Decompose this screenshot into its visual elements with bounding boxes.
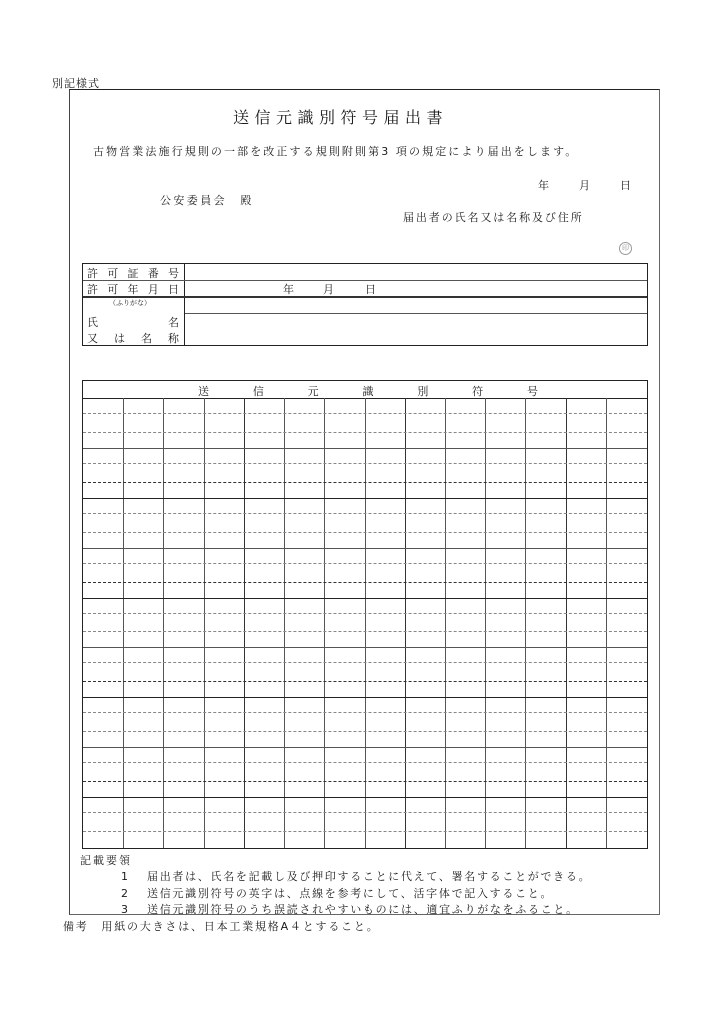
identifier-cell[interactable]: [445, 548, 485, 598]
identifier-cell[interactable]: [445, 647, 485, 697]
identifier-cell[interactable]: [324, 448, 364, 498]
header-char: 符: [472, 385, 484, 398]
identifier-cell[interactable]: [365, 448, 405, 498]
identifier-cell[interactable]: [284, 548, 324, 598]
identifier-cell[interactable]: [204, 598, 244, 648]
identifier-cell[interactable]: [445, 448, 485, 498]
label-char: 証: [127, 267, 139, 280]
identifier-cell[interactable]: [566, 598, 606, 648]
identifier-cell[interactable]: [445, 697, 485, 747]
note-text: 送信元識別符号の英字は、点線を参考にして、活字体で記入すること。: [147, 887, 554, 900]
identifier-cell[interactable]: [405, 548, 445, 598]
identifier-cell[interactable]: [324, 647, 364, 697]
identifier-cell[interactable]: [163, 498, 203, 548]
identifier-cell[interactable]: [566, 697, 606, 747]
note-number: 1: [121, 870, 130, 883]
identifier-cell[interactable]: [525, 448, 565, 498]
identifier-cell[interactable]: [83, 448, 123, 498]
identifier-cell[interactable]: [566, 398, 606, 448]
name-field[interactable]: [187, 315, 647, 343]
label-char: 号: [168, 267, 179, 280]
identifier-cell[interactable]: [284, 747, 324, 797]
identifier-cell[interactable]: [163, 647, 203, 697]
identifier-cell[interactable]: [83, 548, 123, 598]
identifier-cell[interactable]: [163, 398, 203, 448]
identifier-cell[interactable]: [405, 697, 445, 747]
identifier-cell[interactable]: [485, 697, 525, 747]
identifier-cell[interactable]: [324, 398, 364, 448]
label-char: 名: [141, 332, 152, 345]
identifier-cell[interactable]: [244, 747, 284, 797]
identifier-cell[interactable]: [405, 797, 445, 847]
furigana-label: （ふりがな）: [109, 299, 151, 307]
identifier-cell[interactable]: [83, 498, 123, 548]
identifier-cell[interactable]: [284, 647, 324, 697]
identifier-cell[interactable]: [525, 398, 565, 448]
permit-date-label: [87, 281, 179, 297]
label-char: 称: [168, 332, 179, 345]
identifier-cell[interactable]: [324, 548, 364, 598]
identifier-cell[interactable]: [204, 697, 244, 747]
name-label-line2: [87, 330, 179, 346]
identifier-cell[interactable]: [163, 697, 203, 747]
identifier-cell[interactable]: [566, 647, 606, 697]
identifier-cell[interactable]: [123, 647, 163, 697]
identifier-cell[interactable]: [365, 398, 405, 448]
label-char: 氏: [87, 316, 98, 329]
identifier-cell[interactable]: [83, 697, 123, 747]
identifier-cell[interactable]: [244, 647, 284, 697]
permit-number-field[interactable]: [187, 265, 647, 279]
label-char: 番: [147, 267, 159, 280]
identifier-cell[interactable]: [123, 498, 163, 548]
identifier-cell[interactable]: [83, 398, 123, 448]
identifier-cell[interactable]: [204, 448, 244, 498]
identifier-cell[interactable]: [244, 398, 284, 448]
furigana-field[interactable]: [187, 298, 647, 312]
identifier-cell[interactable]: [123, 697, 163, 747]
identifier-cell[interactable]: [83, 598, 123, 648]
name-label-line1: [87, 314, 179, 330]
identifier-cell[interactable]: [365, 647, 405, 697]
identifier-cell[interactable]: [204, 398, 244, 448]
permit-number-label: [87, 265, 179, 281]
identifier-cell[interactable]: [163, 598, 203, 648]
identifier-cell[interactable]: [123, 398, 163, 448]
identifier-cell[interactable]: [485, 797, 525, 847]
identifier-cell[interactable]: [244, 448, 284, 498]
identifier-cell[interactable]: [485, 498, 525, 548]
identifier-cell[interactable]: [244, 797, 284, 847]
identifier-cell[interactable]: [365, 747, 405, 797]
identifier-cell[interactable]: [485, 598, 525, 648]
identifier-cell[interactable]: [324, 797, 364, 847]
identifier-cell[interactable]: [244, 697, 284, 747]
identifier-cell[interactable]: [204, 548, 244, 598]
identifier-cell[interactable]: [606, 398, 646, 448]
identifier-cell[interactable]: [204, 647, 244, 697]
note-text: 届出者は、氏名を記載し及び押印することに代えて、署名することができる。: [147, 870, 592, 883]
note-item: [121, 885, 553, 901]
note-number: 2: [121, 887, 130, 900]
identifier-cell[interactable]: [525, 498, 565, 548]
identifier-cell[interactable]: [445, 398, 485, 448]
identifier-cell[interactable]: [606, 797, 646, 847]
identifier-cell[interactable]: [365, 498, 405, 548]
label-char: 許: [87, 267, 98, 280]
identifier-cell[interactable]: [365, 598, 405, 648]
label-char: 日: [168, 283, 179, 296]
identifier-cell[interactable]: [204, 797, 244, 847]
note-item: [121, 868, 591, 884]
identifier-cell[interactable]: [485, 647, 525, 697]
seal-icon: 印: [619, 242, 632, 255]
identifier-cell[interactable]: [244, 548, 284, 598]
header-char: 号: [526, 385, 538, 398]
identifier-cell[interactable]: [83, 797, 123, 847]
identifier-cell[interactable]: [123, 747, 163, 797]
identifier-cell[interactable]: [163, 747, 203, 797]
identifier-cell[interactable]: [606, 448, 646, 498]
note-item: [121, 901, 579, 917]
identifier-cell[interactable]: [606, 697, 646, 747]
identifier-cell[interactable]: [83, 647, 123, 697]
identifier-cell[interactable]: [83, 747, 123, 797]
identifier-cell[interactable]: [525, 598, 565, 648]
identifier-cell[interactable]: [485, 747, 525, 797]
identifier-cell[interactable]: [405, 747, 445, 797]
identifier-cell[interactable]: [445, 498, 485, 548]
identifier-cell[interactable]: [204, 498, 244, 548]
identifier-cell[interactable]: [365, 548, 405, 598]
identifier-cell[interactable]: [324, 697, 364, 747]
identifier-cell[interactable]: [324, 598, 364, 648]
grid-header: [83, 381, 647, 399]
header-char: 送: [198, 385, 209, 398]
info-table: [82, 263, 648, 346]
date-month: 月: [579, 179, 590, 192]
permit-date-year[interactable]: 年: [283, 283, 294, 296]
identifier-cell[interactable]: [566, 498, 606, 548]
identifier-cell[interactable]: [284, 697, 324, 747]
identifier-cell[interactable]: [566, 448, 606, 498]
identifier-cell[interactable]: [606, 598, 646, 648]
identifier-cell[interactable]: [566, 747, 606, 797]
label-char: 許: [87, 283, 98, 296]
identifier-cell[interactable]: [123, 598, 163, 648]
identifier-cell[interactable]: [163, 797, 203, 847]
identifier-cell[interactable]: [123, 448, 163, 498]
identifier-cell[interactable]: [606, 647, 646, 697]
label-char: 可: [107, 267, 119, 280]
identifier-cell[interactable]: [365, 797, 405, 847]
identifier-cell[interactable]: [405, 498, 445, 548]
identifier-cell[interactable]: [445, 797, 485, 847]
identifier-cell[interactable]: [445, 747, 485, 797]
identifier-cell[interactable]: [485, 448, 525, 498]
label-char: 可: [107, 283, 119, 296]
identifier-cell[interactable]: [525, 797, 565, 847]
identifier-cell[interactable]: [284, 398, 324, 448]
identifier-cell[interactable]: [163, 548, 203, 598]
identifier-cell[interactable]: [405, 647, 445, 697]
addressee: 公安委員会 殿: [160, 194, 254, 207]
date-day: 日: [620, 179, 631, 192]
identifier-cell[interactable]: [606, 747, 646, 797]
header-char: 別: [417, 385, 429, 398]
intro-text: 古物営業法施行規則の一部を改正する規則附則第3 項の規定により届出をします。: [93, 145, 579, 158]
identifier-cell[interactable]: [485, 548, 525, 598]
identifier-cell[interactable]: [244, 598, 284, 648]
identifier-cell[interactable]: [405, 448, 445, 498]
identifier-cell[interactable]: [525, 697, 565, 747]
applicant-label: 届出者の氏名又は名称及び住所: [403, 211, 584, 224]
identifier-cell[interactable]: [525, 548, 565, 598]
label-char: 月: [147, 283, 159, 296]
identifier-cell[interactable]: [566, 548, 606, 598]
identifier-cell[interactable]: [566, 797, 606, 847]
identifier-cell[interactable]: [606, 498, 646, 548]
header-char: 信: [252, 385, 264, 398]
identifier-cell[interactable]: [365, 697, 405, 747]
identifier-grid: [82, 380, 648, 849]
identifier-cell[interactable]: [525, 747, 565, 797]
header-char: 識: [362, 385, 374, 398]
identifier-cell[interactable]: [163, 448, 203, 498]
form-label: 別記様式: [52, 77, 100, 90]
label-char: 名: [168, 316, 179, 329]
row-divider: [185, 313, 647, 314]
permit-date-day[interactable]: 日: [365, 283, 376, 296]
label-char: は: [114, 332, 125, 345]
identifier-cell[interactable]: [525, 647, 565, 697]
identifier-cell[interactable]: [284, 797, 324, 847]
grid-header-text: [198, 383, 538, 399]
identifier-cell[interactable]: [123, 548, 163, 598]
notes-title: 記載要領: [80, 854, 132, 867]
identifier-cell[interactable]: [284, 598, 324, 648]
identifier-cell[interactable]: [405, 398, 445, 448]
identifier-cell[interactable]: [324, 747, 364, 797]
note-text: 送信元識別符号のうち誤読されやすいものには、適宜ふりがなをふること。: [147, 903, 579, 916]
identifier-cell[interactable]: [284, 448, 324, 498]
identifier-cell[interactable]: [324, 498, 364, 548]
identifier-cell[interactable]: [606, 548, 646, 598]
date-year: 年: [538, 179, 549, 192]
identifier-cell[interactable]: [405, 598, 445, 648]
identifier-cell[interactable]: [244, 498, 284, 548]
identifier-cell[interactable]: [485, 398, 525, 448]
label-char: 年: [127, 283, 139, 296]
label-char: 又: [87, 332, 98, 345]
permit-date-month[interactable]: 月: [323, 283, 334, 296]
identifier-cell[interactable]: [123, 797, 163, 847]
identifier-cell[interactable]: [204, 747, 244, 797]
identifier-cell[interactable]: [445, 598, 485, 648]
header-char: 元: [307, 385, 319, 398]
remarks: 備考 用紙の大きさは、日本工業規格A４とすること。: [63, 920, 380, 933]
note-number: 3: [121, 903, 130, 916]
identifier-cell[interactable]: [284, 498, 324, 548]
form-title: 送信元識別符号届出書: [233, 108, 449, 127]
